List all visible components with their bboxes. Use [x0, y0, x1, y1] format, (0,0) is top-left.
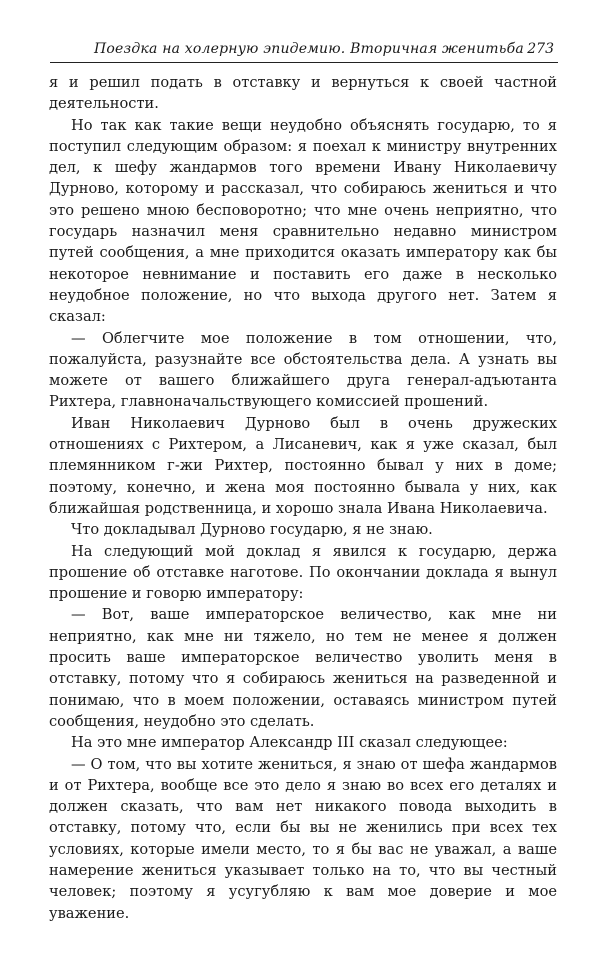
page-body — [49, 72, 557, 924]
page-number: 273 — [527, 41, 554, 57]
page-header — [50, 38, 558, 63]
paragraph-dialogue: — Облегчите мое положение в том отношении, что, пожалуйста, разузнайте все обстоятельства дела. А узнать вы можете от вашего ближайшего друга генерал-адъютанта Рихтера, главноначальствующего комиссией прошений. — [49, 329, 557, 411]
paragraph-dialogue: — Вот, ваше императорское величество, как мне ни неприятно, как мне ни тяжело, но тем не менее я должен просить ваше императорское величество уволить меня в отставку, потому что я собираюсь жениться на разведенной и понимаю, что в моем положении, оставаясь министром путей сообщения, неудобно это сделать. — [49, 606, 557, 730]
running-title: Поездка на холерную эпидемию. Вторичная женитьба — [94, 41, 524, 57]
paragraph-dialogue: — О том, что вы хотите жениться, я знаю от шефа жандармов и от Рихтера, вообще все это дело я знаю во всех его деталях и должен сказать, что вам нет никакого повода выходить в отставку, потому что, если бы вы не женились при всех тех условиях, которые имели место, то я бы вас не уважал, а ваше намерение жениться указывает только на то, что вы честный человек; поэтому я усугубляю к вам мое доверие и мое уважение. — [49, 755, 557, 922]
paragraph: На это мне император Александр III сказал следующее: — [71, 734, 508, 752]
paragraph: Но так как такие вещи неудобно объяснять государю, то я поступил следующим образом: я поехал к министру внутренних дел, к шефу жандармов того времени Ивану Николаевичу Дурново, которому и рассказал, что собираюсь жениться и что это решено мною бесповоротно; что мне очень неприятно, что государь назначил меня сравнительно недавно министром путей сообщения, а мне приходится оказать императору как бы некоторое невнимание и поставить его даже в несколько неудобное положение, но что выхода другого нет. Затем я сказал: — [49, 116, 557, 326]
paragraph: Что докладывал Дурново государю, я не знаю. — [71, 521, 433, 539]
paragraph-continuation: я и решил подать в отставку и вернуться к своей частной деятельности. — [49, 74, 557, 113]
paragraph: На следующий мой доклад я явился к государю, держа прошение об отставке наготове. По окончании доклада я вынул прошение и говорю императору: — [49, 542, 557, 603]
paragraph: Иван Николаевич Дурново был в очень дружеских отношениях с Рихтером, а Лисаневич, как я уже сказал, был племянником г-жи Рихтер, постоянно бывал у них в доме; поэтому, конечно, и жена моя постоянно бывала у них, как ближайшая родственница, и хорошо знала Ивана Николаевича. — [49, 414, 557, 517]
